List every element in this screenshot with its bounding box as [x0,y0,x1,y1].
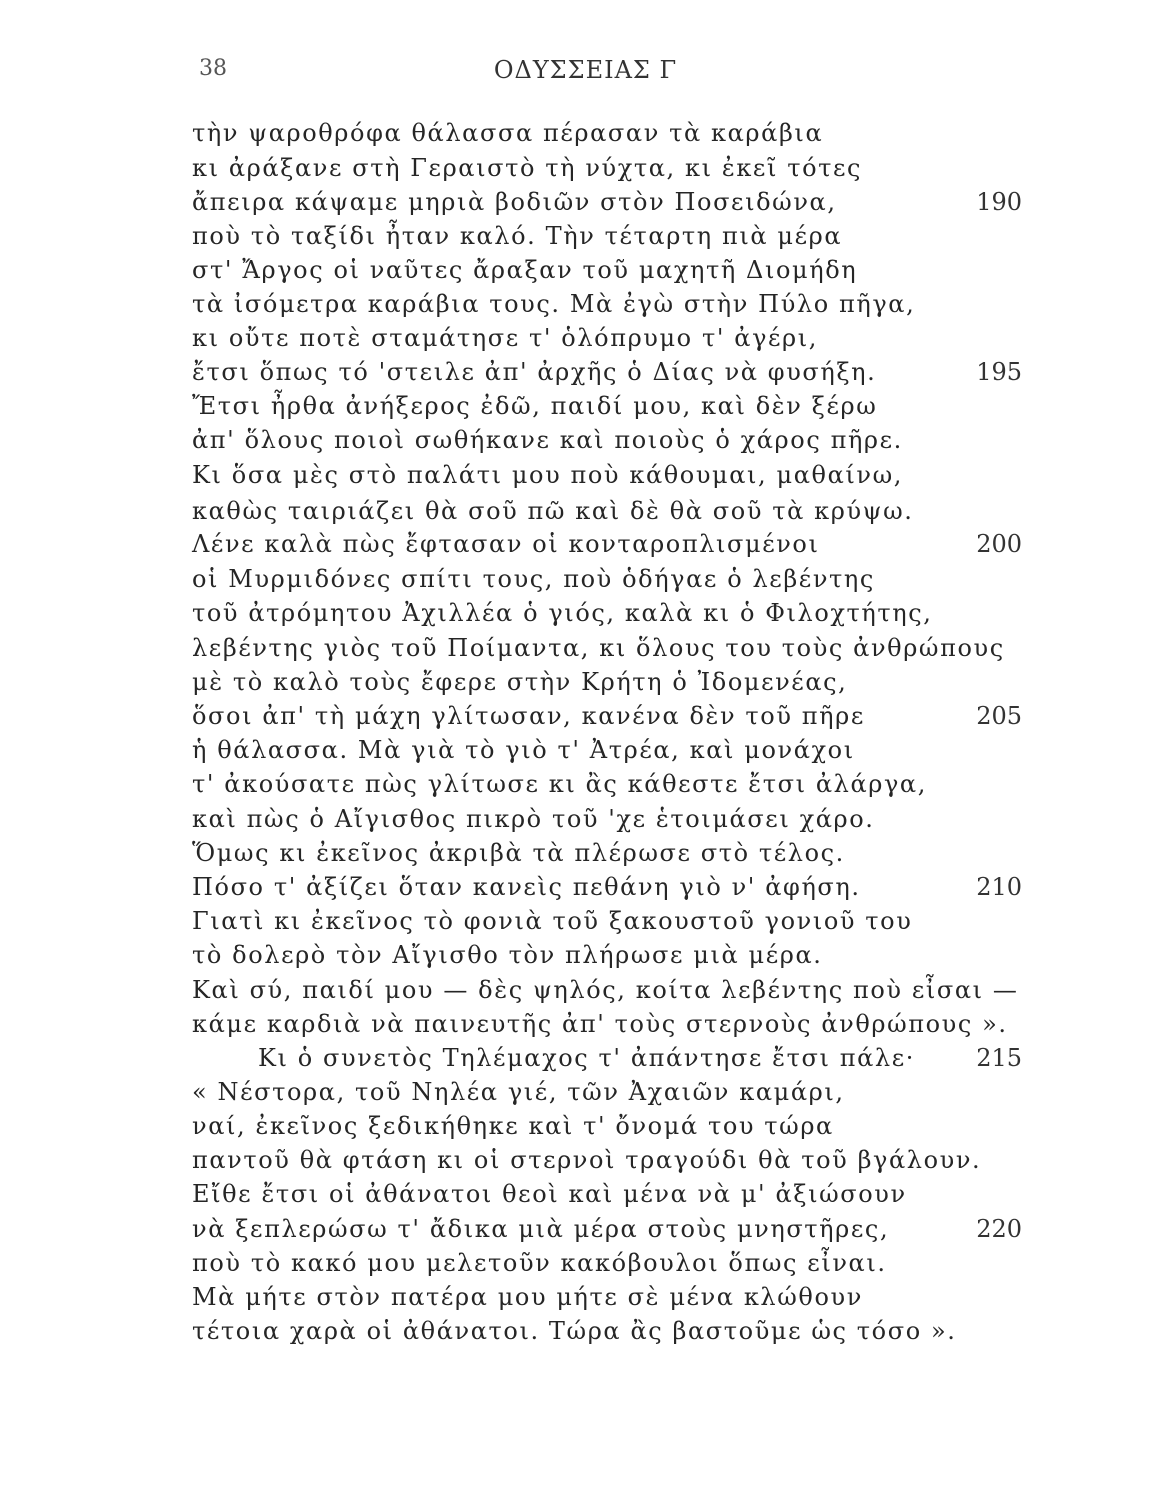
verse-line: καθὼς ταιριάζει θὰ σοῦ πῶ καὶ δὲ θὰ σοῦ τὰ κρύψω. [192,497,914,525]
verse-line: τὸ δολερὸ τὸν Αἴγισθο τὸν πλήρωσε μιὰ μέρα. [192,941,823,969]
verse-line: τὰ ἰσόμετρα καράβια τους. Μὰ ἐγὼ στὴν Πύλο πῆγα, [192,290,916,318]
verse-line: ἡ θάλασσα. Μὰ γιὰ τὸ γιὸ τ' Ἀτρέα, καὶ μονάχοι [192,736,855,764]
line-number: 190 [976,188,1022,216]
verse-line: τ' ἀκούσατε πὼς γλίτωσε κι ἂς κάθεστε ἔτσι ἀλάργα, [192,770,927,798]
verse-line: Μὰ μήτε στὸν πατέρα μου μήτε σὲ μένα κλώθουν [192,1283,863,1311]
verse-line: νὰ ξεπλερώσω τ' ἄδικα μιὰ μέρα στοὺς μνηστῆρες, [192,1215,890,1243]
verse-line: οἱ Μυρμιδόνες σπίτι τους, ποὺ ὁδήγαε ὁ λεβέντης [192,565,875,593]
verse-line: Γιατὶ κι ἐκεῖνος τὸ φονιὰ τοῦ ξακουστοῦ γονιοῦ του [192,907,913,935]
verse-line: ὅσοι ἀπ' τὴ μάχη γλίτωσαν, κανένα δὲν τοῦ πῆρε [192,702,865,730]
verse-line: τέτοια χαρὰ οἱ ἀθάνατοι. Τώρα ἂς βαστοῦμε ὡς τόσο ». [192,1317,957,1345]
verse-line: ποὺ τὸ κακό μου μελετοῦν κακόβουλοι ὅπως εἶναι. [192,1249,887,1277]
line-number: 200 [976,530,1022,558]
verse-line: μὲ τὸ καλὸ τοὺς ἔφερε στὴν Κρήτη ὁ Ἰδομενέας, [192,668,848,696]
line-number: 210 [976,873,1022,901]
verse-line: τὴν ψαροθρόφα θάλασσα πέρασαν τὰ καράβια [192,119,824,147]
verse-line: ναί, ἐκεῖνος ξεδικήθηκε καὶ τ' ὄνομά του τώρα [192,1112,834,1140]
verse-line: τοῦ ἀτρόμητου Ἀχιλλέα ὁ γιός, καλὰ κι ὁ Φιλοχτήτης, [192,599,933,627]
verse-line: κάμε καρδιὰ νὰ παινευτῆς ἀπ' τοὺς στερνοὺς ἀνθρώπους ». [192,1010,1008,1038]
verse-line: Καὶ σύ, παιδί μου — δὲς ψηλός, κοίτα λεβέντης ποὺ εἶσαι — [192,976,1019,1004]
verse-line: λεβέντης γιὸς τοῦ Ποίμαντα, κι ὅλους του τοὺς ἀνθρώπους [192,634,1005,662]
verse-line: Πόσο τ' ἀξίζει ὅταν κανεὶς πεθάνη γιὸ ν' ἀφήση. [192,873,861,901]
verse-line: κι ἀράξανε στὴ Γεραιστὸ τὴ νύχτα, κι ἐκεῖ τότες [192,154,863,182]
running-title: ΟΔΥΣΣΕΙΑΣ Γ [493,56,678,84]
verse-line: στ' Ἄργος οἱ ναῦτες ἄραξαν τοῦ μαχητῆ Διομήδη [192,256,858,284]
verse-line: παντοῦ θὰ φτάση κι οἱ στερνοὶ τραγούδι θὰ τοῦ βγάλουν. [192,1146,982,1174]
line-number: 195 [976,358,1022,386]
verse-line: ἄπειρα κάψαμε μηριὰ βοδιῶν στὸν Ποσειδώνα, [192,188,837,216]
verse-line: Ἔτσι ἦρθα ἀνήξερος ἐδῶ, παιδί μου, καὶ δὲν ξέρω [192,392,878,420]
verse-line: Κι ὁ συνετὸς Τηλέμαχος τ' ἀπάντησε ἔτσι πάλε· [258,1044,915,1072]
page-number: 38 [199,56,227,81]
verse-line: « Νέστορα, τοῦ Νηλέα γιέ, τῶν Ἀχαιῶν καμάρι, [192,1078,845,1106]
line-number: 215 [976,1044,1022,1072]
verse-line: ἀπ' ὅλους ποιοὶ σωθήκανε καὶ ποιοὺς ὁ χάρος πῆρε. [192,426,903,454]
verse-line: Ὅμως κι ἐκεῖνος ἀκριβὰ τὰ πλέρωσε στὸ τέλος. [192,839,845,867]
verse-line: κι οὔτε ποτὲ σταμάτησε τ' ὁλόπρυμο τ' ἀγέρι, [192,324,818,352]
verse-line: Εἴθε ἔτσι οἱ ἀθάνατοι θεοὶ καὶ μένα νὰ μ' ἀξιώσουν [192,1180,907,1208]
line-number: 205 [976,702,1022,730]
verse-line: ἔτσι ὅπως τό 'στειλε ἀπ' ἀρχῆς ὁ Δίας νὰ φυσήξη. [192,358,877,386]
line-number: 220 [976,1215,1022,1243]
verse-line: ποὺ τὸ ταξίδι ἦταν καλό. Τὴν τέταρτη πιὰ μέρα [192,222,843,250]
verse-line: Λένε καλὰ πὼς ἔφτασαν οἱ κονταροπλισμένοι [192,530,820,558]
verse-line: καὶ πὼς ὁ Αἴγισθος πικρὸ τοῦ 'χε ἑτοιμάσει χάρο. [192,805,875,833]
verse-line: Κι ὅσα μὲς στὸ παλάτι μου ποὺ κάθουμαι, μαθαίνω, [192,461,903,489]
